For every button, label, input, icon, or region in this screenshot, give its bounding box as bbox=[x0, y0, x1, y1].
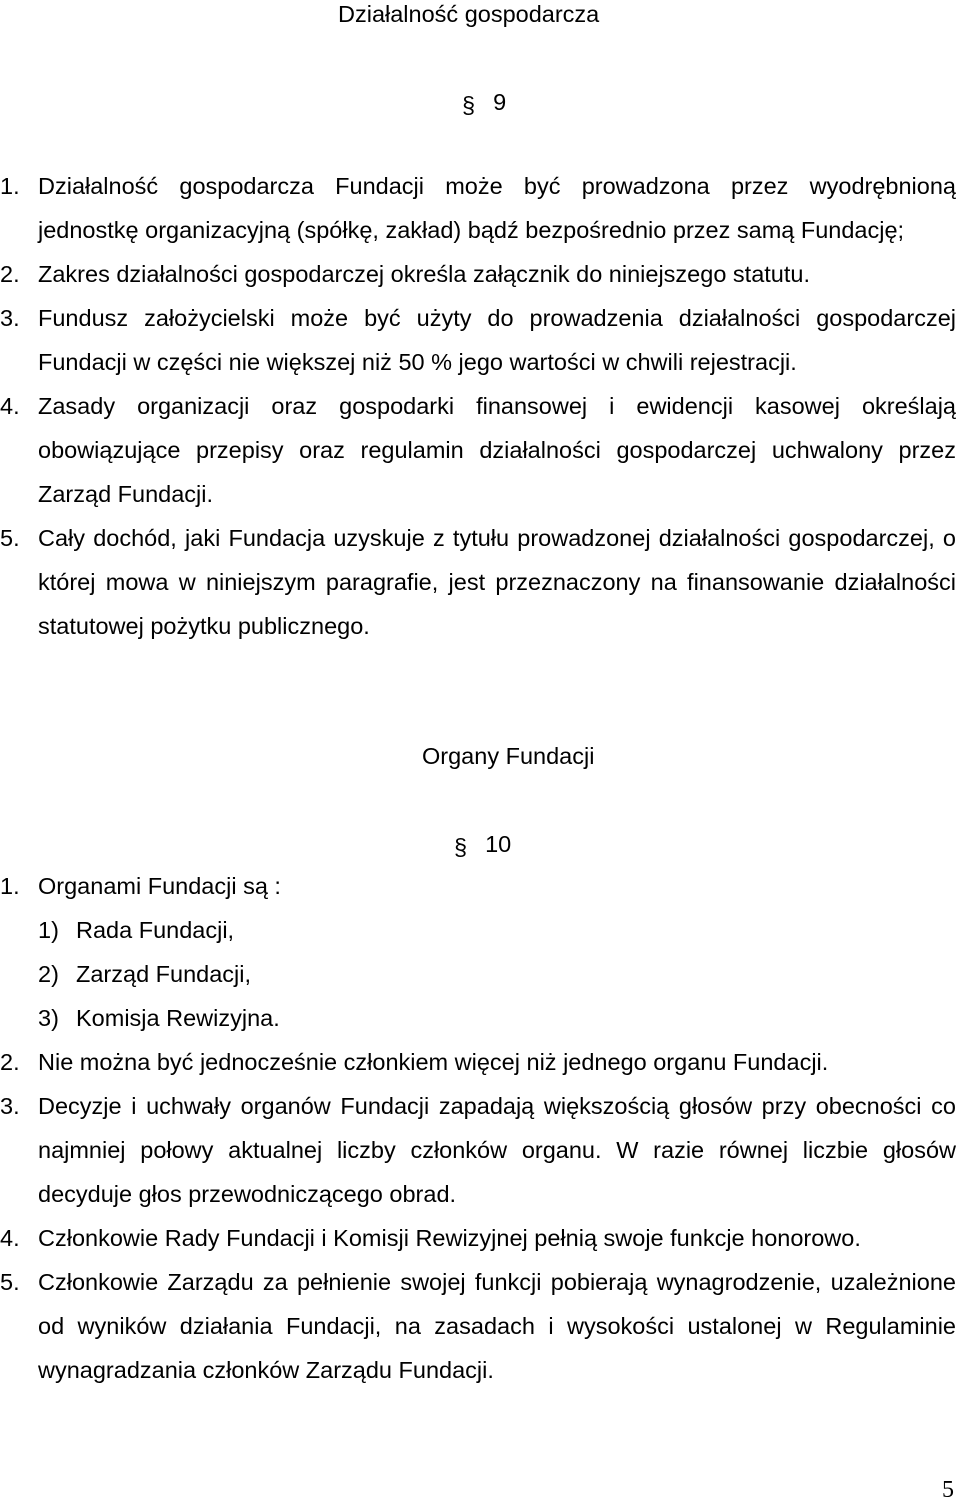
foundation-bodies-list bbox=[0, 864, 960, 1392]
section-number: 9 bbox=[493, 89, 507, 115]
bodies-sub-list bbox=[0, 908, 960, 1040]
list-item bbox=[0, 1040, 960, 1084]
sub-item-text: Rada Fundacji, bbox=[76, 917, 235, 943]
item-text: Członkowie Zarządu za pełnienie swojej funkcji pobierają wynagrodzenie, uzależnione od wyników działania Fundacji, na zasadach i wysokości ustalonej w Regulaminie wynagradzania członków Zarządu Fundacji. bbox=[38, 1269, 956, 1383]
list-item bbox=[0, 1084, 960, 1216]
section-10-marker bbox=[454, 830, 511, 858]
item-text: Organami Fundacji są : bbox=[38, 873, 281, 899]
section-symbol-icon: § bbox=[454, 834, 468, 860]
list-item bbox=[0, 296, 960, 384]
item-text: Zakres działalności gospodarczej określa załącznik do niniejszego statutu. bbox=[38, 261, 810, 287]
item-text: Nie można być jednocześnie członkiem więcej niż jednego organu Fundacji. bbox=[38, 1049, 829, 1075]
item-text: Decyzje i uchwały organów Fundacji zapadają większością głosów przy obecności co najmniej połowy aktualnej liczby członków organu. W razie równej liczbie głosów decyduje głos przewodniczącego obrad. bbox=[38, 1093, 956, 1207]
sub-item-number: 1) bbox=[38, 917, 59, 943]
item-number: 3. bbox=[0, 305, 20, 331]
item-text: Cały dochód, jaki Fundacja uzyskuje z tytułu prowadzonej działalności gospodarczej, o której mowa w niniejszym paragrafie, jest przeznaczony na finansowanie działalności statutowej pożytku publicznego. bbox=[38, 525, 956, 639]
item-number: 5. bbox=[0, 525, 20, 551]
sub-item-number: 3) bbox=[38, 1005, 59, 1031]
item-text: Członkowie Rady Fundacji i Komisji Rewizyjnej pełnią swoje funkcje honorowo. bbox=[38, 1225, 861, 1251]
item-text: Zasady organizacji oraz gospodarki finansowej i ewidencji kasowej określają obowiązujące przepisy oraz regulamin działalności gospodarczej uchwalony przez Zarząd Fundacji. bbox=[38, 393, 956, 507]
section-9-marker bbox=[462, 88, 506, 116]
list-item bbox=[0, 164, 960, 252]
sub-item-text: Komisja Rewizyjna. bbox=[76, 1005, 280, 1031]
item-number: 5. bbox=[0, 1269, 20, 1295]
sub-list-item bbox=[0, 996, 960, 1040]
item-number: 3. bbox=[0, 1093, 20, 1119]
business-activity-list bbox=[0, 164, 960, 648]
chapter-heading-foundation-bodies: Organy Fundacji bbox=[422, 743, 595, 769]
item-number: 1. bbox=[0, 173, 20, 199]
list-item bbox=[0, 1260, 960, 1392]
page-number: 5 bbox=[942, 1477, 954, 1503]
section-symbol-icon: § bbox=[462, 92, 476, 118]
item-number: 2. bbox=[0, 1049, 20, 1075]
list-item bbox=[0, 252, 960, 296]
item-text: Działalność gospodarcza Fundacji może być prowadzona przez wyodrębnioną jednostkę organizacyjną (spółkę, zakład) bądź bezpośrednio przez samą Fundację; bbox=[38, 173, 956, 243]
section-number: 10 bbox=[485, 831, 512, 857]
sub-list-item bbox=[0, 908, 960, 952]
sub-item-text: Zarząd Fundacji, bbox=[76, 961, 252, 987]
item-number: 1. bbox=[0, 873, 20, 899]
chapter-heading-business-activity: Działalność gospodarcza bbox=[338, 1, 600, 27]
item-number: 4. bbox=[0, 1225, 20, 1251]
item-number: 2. bbox=[0, 261, 20, 287]
item-text: Fundusz założycielski może być użyty do prowadzenia działalności gospodarczej Fundacji w części nie większej niż 50 % jego wartości w chwili rejestracji. bbox=[38, 305, 956, 375]
list-item bbox=[0, 384, 960, 516]
sub-list-item bbox=[0, 952, 960, 996]
list-item bbox=[0, 516, 960, 648]
list-item bbox=[0, 864, 960, 908]
sub-item-number: 2) bbox=[38, 961, 59, 987]
item-number: 4. bbox=[0, 393, 20, 419]
list-item bbox=[0, 1216, 960, 1260]
